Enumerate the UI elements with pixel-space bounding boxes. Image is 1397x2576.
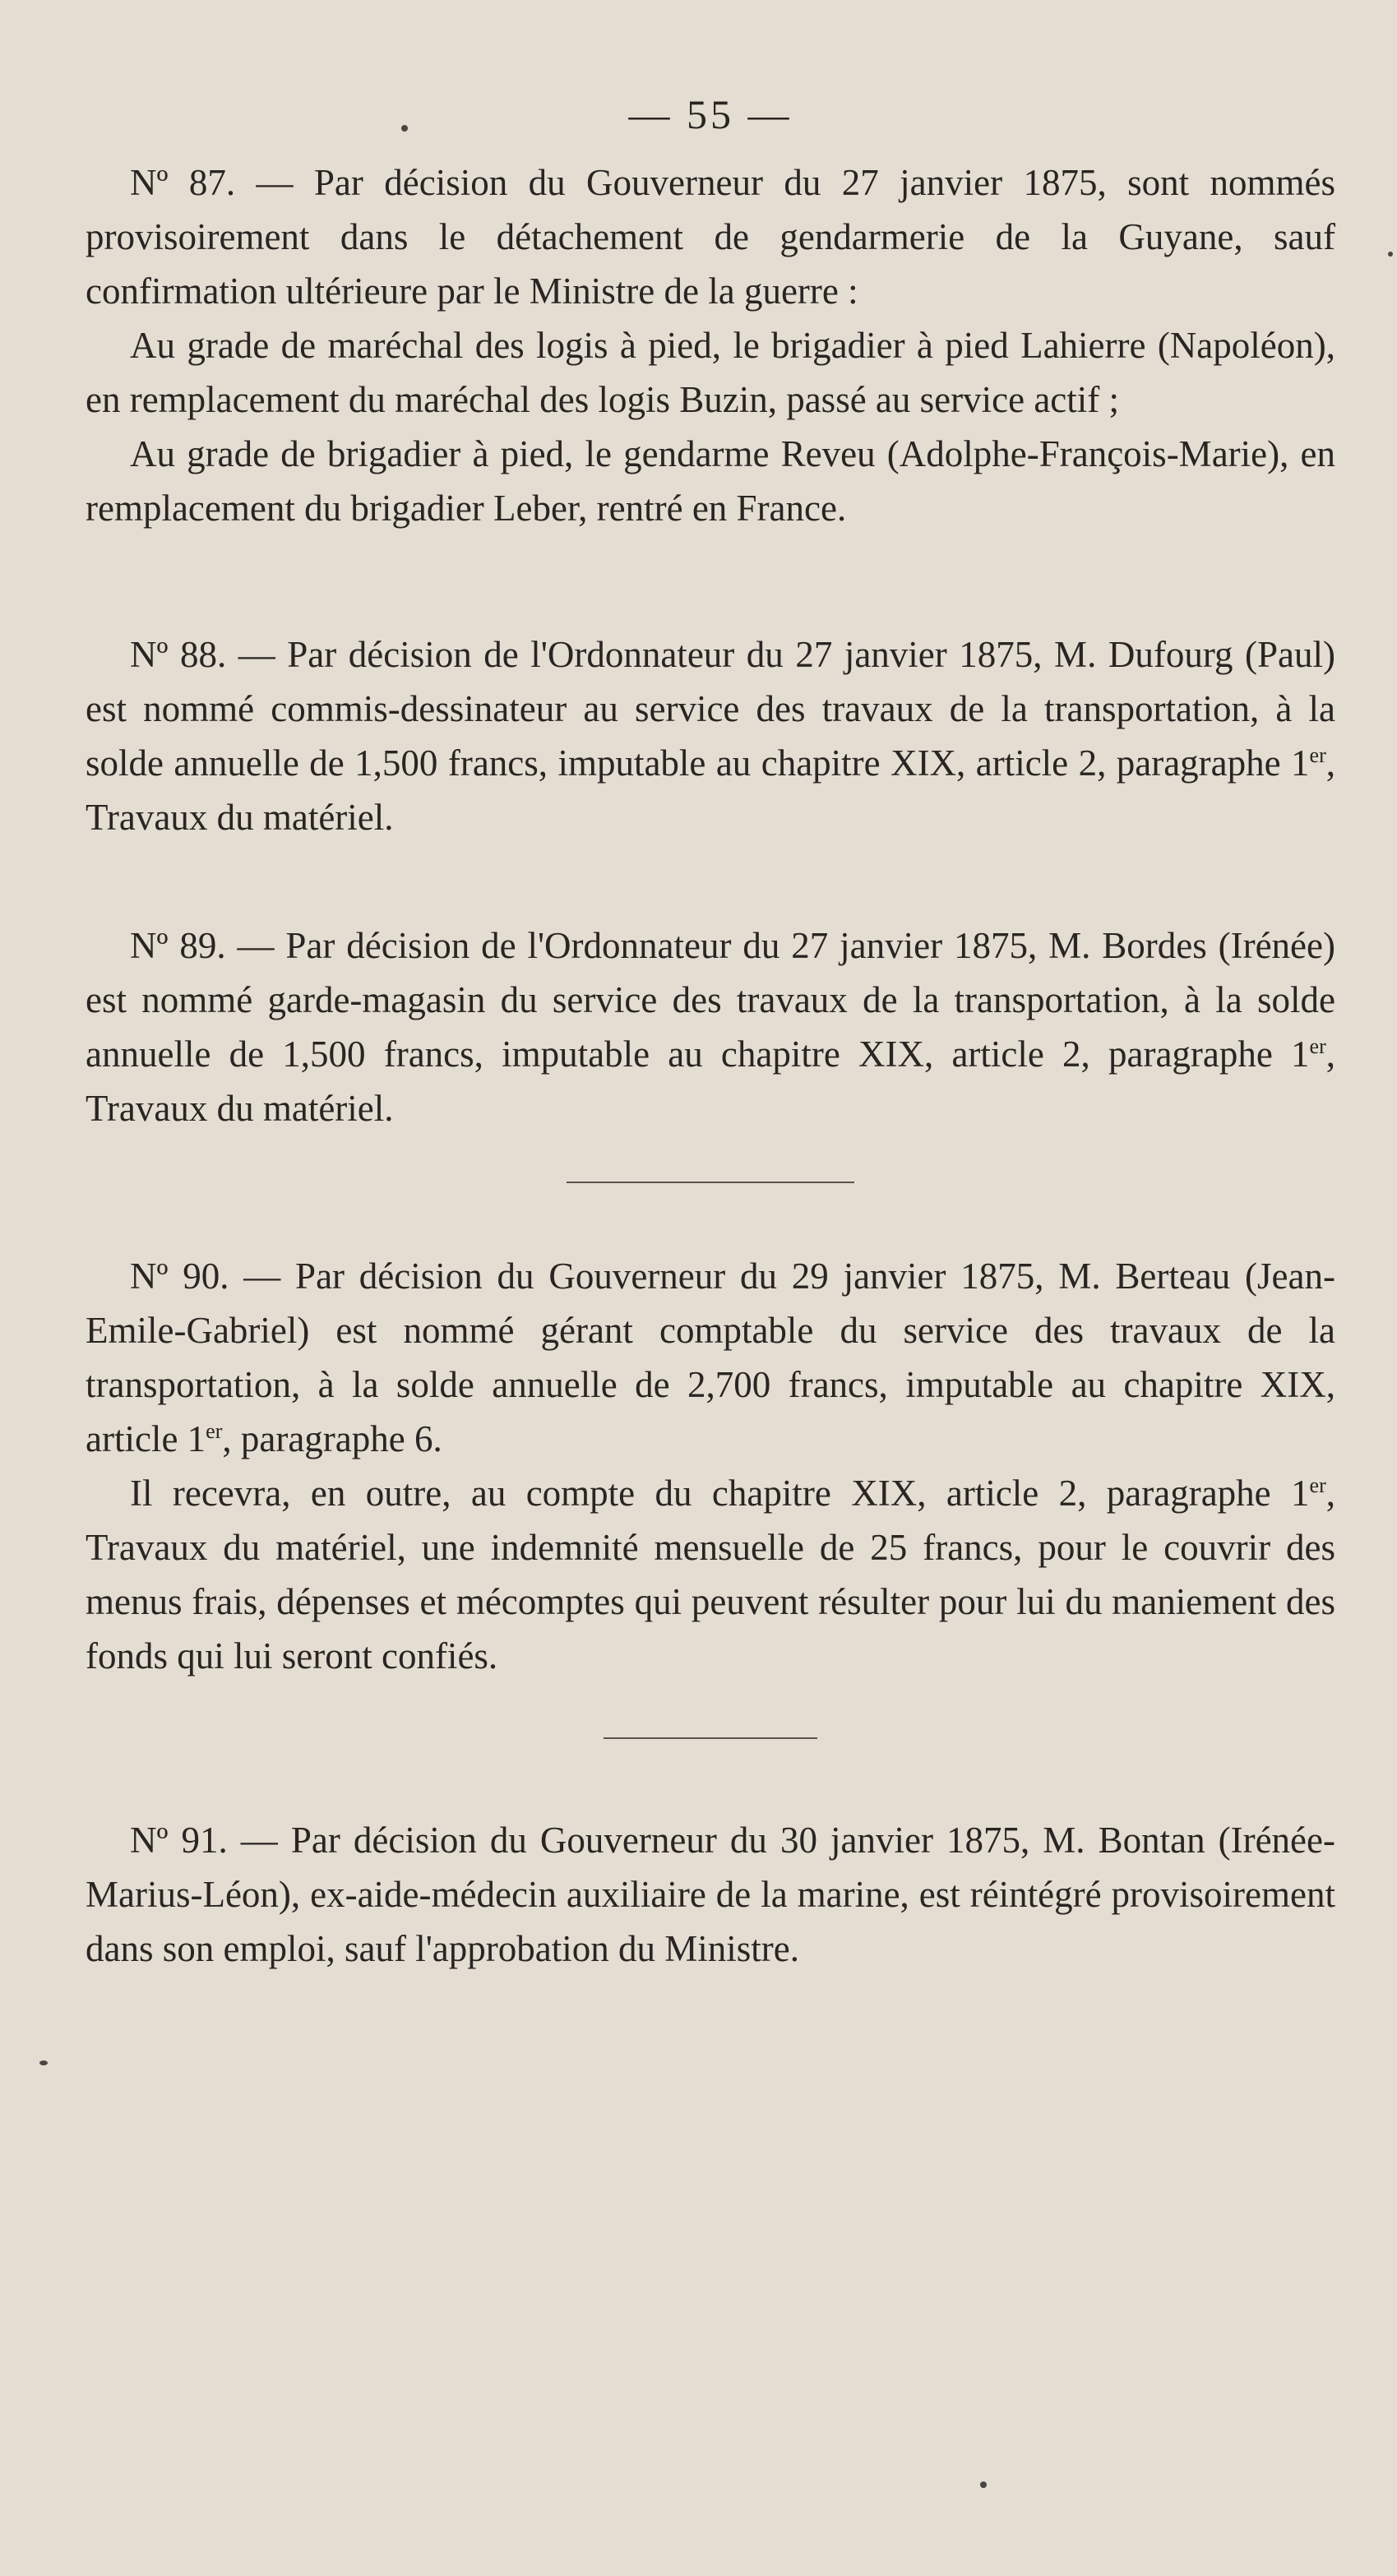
entry-89: [86, 918, 1335, 1135]
page-number: — 55 —: [628, 91, 793, 137]
entry-91: [86, 1813, 1335, 1976]
entry-87-paragraph-3: Au grade de brigadier à pied, le gendarme Reveu (Adolphe-François-Marie), en remplacement du brigadier Leber, rentré en France.: [86, 433, 1335, 529]
section-divider: [567, 1182, 854, 1183]
paper-speck: [39, 2060, 48, 2065]
spacer: [86, 535, 1335, 627]
entry-90-paragraph-2: Il recevra, en outre, au compte du chapitre XIX, article 2, paragraphe 1er, Travaux du matériel, une indemnité mensuelle de 25 francs, pour le couvrir des menus frais, dépenses et mécomptes qui peuvent résulter pour lui du maniement des fonds qui lui seront confiés.: [86, 1473, 1335, 1676]
entry-90: [86, 1249, 1335, 1683]
spacer: [86, 844, 1335, 918]
entry-90-paragraph-1: Nº 90. — Par décision du Gouverneur du 29 janvier 1875, M. Berteau (Jean-Emile-Gabriel) est nommé gérant comptable du service des travaux de la transportation, à la solde annuelle de 2,700 francs, imputable au chapitre XIX, article 1er, paragraphe 6.: [86, 1256, 1335, 1459]
section-divider: [604, 1737, 817, 1739]
entry-87: [86, 155, 1335, 535]
entry-88-paragraph-1: Nº 88. — Par décision de l'Ordonnateur du 27 janvier 1875, M. Dufourg (Paul) est nommé commis-dessinateur au service des travaux de la transportation, à la solde annuelle de 1,500 francs, imputable au chapitre XIX, article 2, paragraphe 1er, Travaux du matériel.: [86, 634, 1335, 838]
entry-91-paragraph-1: Nº 91. — Par décision du Gouverneur du 30 janvier 1875, M. Bontan (Irénée-Marius-Léon), ex-aide-médecin auxiliaire de la marine, est réintégré provisoirement dans son emploi, sauf l'approbation du Ministre.: [86, 1820, 1335, 1969]
entry-89-paragraph-1: Nº 89. — Par décision de l'Ordonnateur du 27 janvier 1875, M. Bordes (Irénée) est nommé garde-magasin du service des travaux de la transportation, à la solde annuelle de 1,500 francs, imputable au chapitre XIX, article 2, paragraphe 1er, Travaux du matériel.: [86, 925, 1335, 1129]
entry-87-paragraph-1: Nº 87. — Par décision du Gouverneur du 27 janvier 1875, sont nommés provisoirement dans le détachement de gendarmerie de la Guyane, sauf confirmation ultérieure par le Ministre de la guerre :: [86, 162, 1335, 312]
paper-speck: [1388, 252, 1393, 257]
document-page: [86, 92, 1335, 1976]
paper-speck: [401, 125, 408, 132]
paper-speck: [980, 2481, 987, 2488]
entry-87-paragraph-2: Au grade de maréchal des logis à pied, le brigadier à pied Lahierre (Napoléon), en remplacement du maréchal des logis Buzin, passé au service actif ;: [86, 325, 1335, 420]
entry-88: [86, 627, 1335, 844]
